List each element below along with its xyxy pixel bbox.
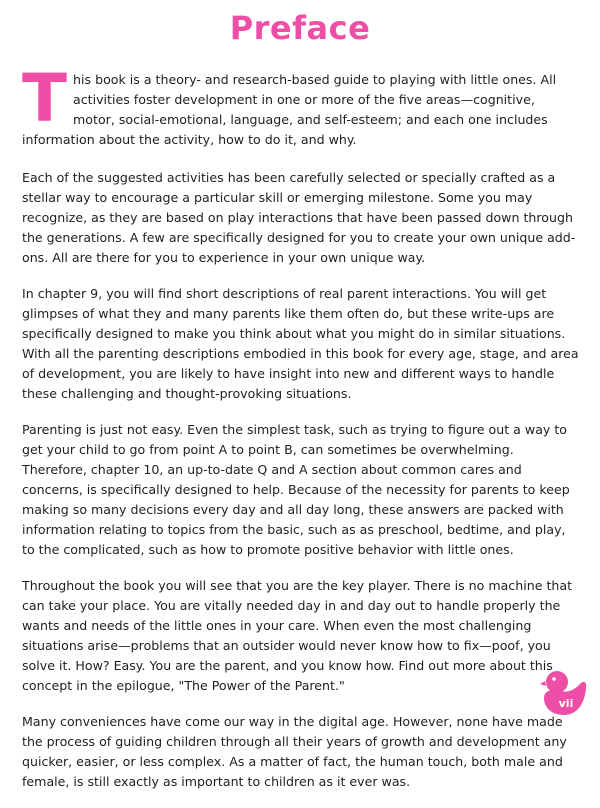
page-number-badge — [540, 668, 588, 718]
page-number: vii — [558, 697, 574, 710]
paragraph-5: Throughout the book you will see that you are the key player. There is no machine that can take your place. You are vitally needed day in and day out to handle properly the wants and needs of the little ones in your care. When even the most challenging situations arise—problems that an outsider would never know how to fix—poof, you solve it. How? Easy. You are the parent, and you know how. Find out more about this concept in the epilogue, "The Power of the Parent." — [22, 578, 573, 693]
paragraph-4: Parenting is just not easy. Even the simplest task, such as trying to figure out a way to get your child to go from point A to point B, can sometimes be overwhelming. Therefore, chapter 10, an up-to-date Q and A section about common cares and concerns, is specifically designed to help. Because of the necessity for parents to keep making so many decisions every day and all day long, these answers are packed with information relating to topics from the basic, such as as preschool, bedtime, and play, to the complicated, such as how to promote positive behavior with little ones. — [22, 422, 570, 557]
duck-icon — [540, 668, 588, 718]
paragraph-2: Each of the suggested activities has been carefully selected or specially crafted as a stellar way to encourage a particular skill or emerging milestone. Some you may recognize, as they are based on play interactions that have been passed down through the generations. A few are specifically designed for you to create your own unique add-ons. All are there for you to experience in your own unique way. — [22, 170, 576, 265]
paragraph-1-text: his book is a theory- and research-based guide to playing with little ones. All activities foster development in one or more of the five areas—cognitive, motor, social-emotional, language, and self-esteem; and each one includes information about the activity, how to do it, and why. — [22, 72, 557, 147]
paragraph-3: In chapter 9, you will find short descriptions of real parent interactions. You will get glimpses of what they and many parents like them often do, but these write-ups are specifically designed to make you think about what you might do in similar situations. With all the parenting descriptions embodied in this book for every age, stage, and area of development, you are likely to have insight into new and different ways to handle these challenging and thought-provoking situations. — [22, 286, 579, 401]
paragraph-6: Many conveniences have come our way in the digital age. However, none have made the process of guiding children through all their years of growth and development any quicker, easier, or less complex. As a matter of fact, the human touch, both male and female, is still exactly as important to children as it ever was. — [22, 714, 567, 789]
paragraph-1 — [22, 60, 580, 150]
drop-cap: T — [22, 60, 68, 137]
preface-body — [22, 60, 580, 808]
page-title: Preface — [229, 9, 371, 47]
